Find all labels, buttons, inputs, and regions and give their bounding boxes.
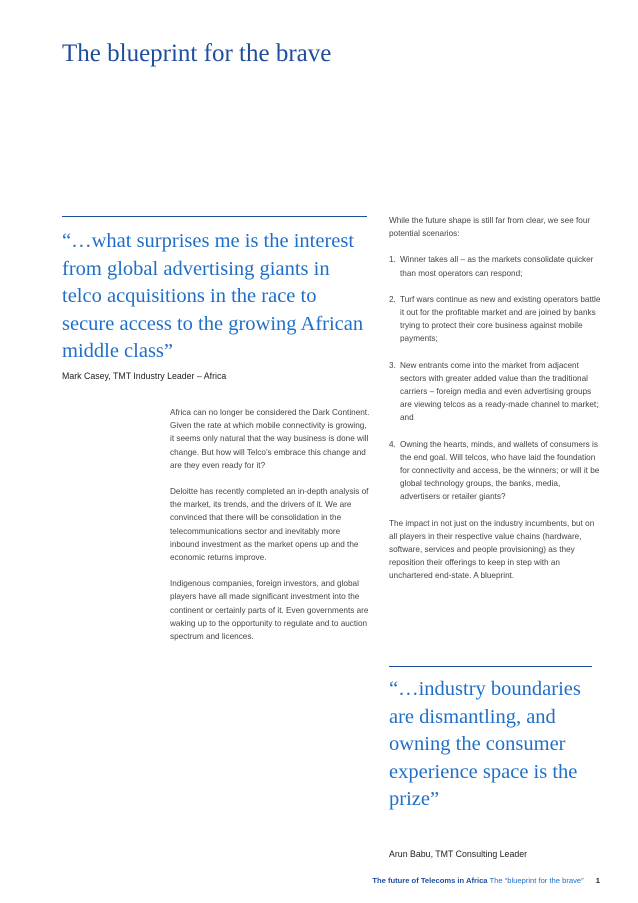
page-title: The blueprint for the brave — [62, 40, 332, 67]
list-text: Turf wars continue as new and existing operators battle it out for the profitable market and are joined by banks trying to protect their core business against mobile payments; — [400, 294, 601, 344]
page-number: 1 — [595, 876, 600, 885]
body-paragraph: Deloitte has recently completed an in-depth analysis of the market, its trends, and the drivers of it. We are convinced that there will be consolidation in the telecommunications sector and inevitably more inbound investment as the market opens up and the economic returns improve. — [170, 487, 369, 563]
body-paragraph: Africa can no longer be considered the Dark Continent. Given the rate at which mobile connectivity is growing, it seems only natural that the way business is done will change. But how will Telco’s embrace this change and are they even ready for it? — [170, 408, 370, 470]
list-number: 4. — [389, 439, 396, 449]
list-number: 1. — [389, 255, 396, 265]
pull-quote-1: “…what surprises me is the interest from global advertising giants in telco acquisitions in the race to secure access to the growing African middle class” — [62, 230, 364, 362]
scenario-list — [389, 253, 601, 503]
list-text: New entrants come into the market from adjacent sectors with greater added value than the traditional carriers – foreign media and even advertising groups are viewing telcos as a ready-made channel to market; and — [400, 360, 599, 423]
list-text: Winner takes all – as the markets consolidate quicker than most operators can respond; — [400, 255, 594, 278]
list-item — [389, 293, 601, 346]
quote1-rule — [62, 216, 367, 217]
body-paragraph: Indigenous companies, foreign investors, and global players have all made significant investment into the continent or certainly parts of it. Even governments are waking up to the opportunity to regulate and to auction spectrum and licences. — [170, 579, 369, 642]
scenarios-intro: While the future shape is still far from clear, we see four potential scenarios: — [389, 216, 591, 239]
footer-publication: The future of Telecoms in Africa — [372, 876, 488, 885]
footer-section: The “blueprint for the brave” — [489, 876, 584, 885]
list-number: 3. — [389, 360, 396, 370]
page-footer — [372, 876, 600, 885]
list-item — [389, 438, 601, 504]
list-number: 2. — [389, 294, 396, 304]
closing-paragraph: The impact in not just on the industry incumbents, but on all players in their respective value chains (hardware, software, services and people provisioning) as they reposition their offerings to keep in step with an unchartered end-state. A blueprint. — [389, 518, 595, 581]
list-item — [389, 359, 601, 425]
list-item — [389, 253, 601, 279]
quote1-attribution: Mark Casey, TMT Industry Leader – Africa — [62, 371, 227, 381]
list-text: Owning the hearts, minds, and wallets of consumers is the end goal. Will telcos, who have laid the foundation for connectivity and access, be the winners; or will it be global technology groups, the banks, media, advertisers or retailer giants? — [400, 439, 600, 502]
quote2-attribution: Arun Babu, TMT Consulting Leader — [389, 849, 528, 859]
quote2-rule — [389, 666, 592, 667]
pull-quote-2: “…industry boundaries are dismantling, and owning the consumer experience space is the prize” — [389, 678, 581, 810]
middle-column — [170, 406, 370, 656]
right-column — [389, 214, 601, 596]
